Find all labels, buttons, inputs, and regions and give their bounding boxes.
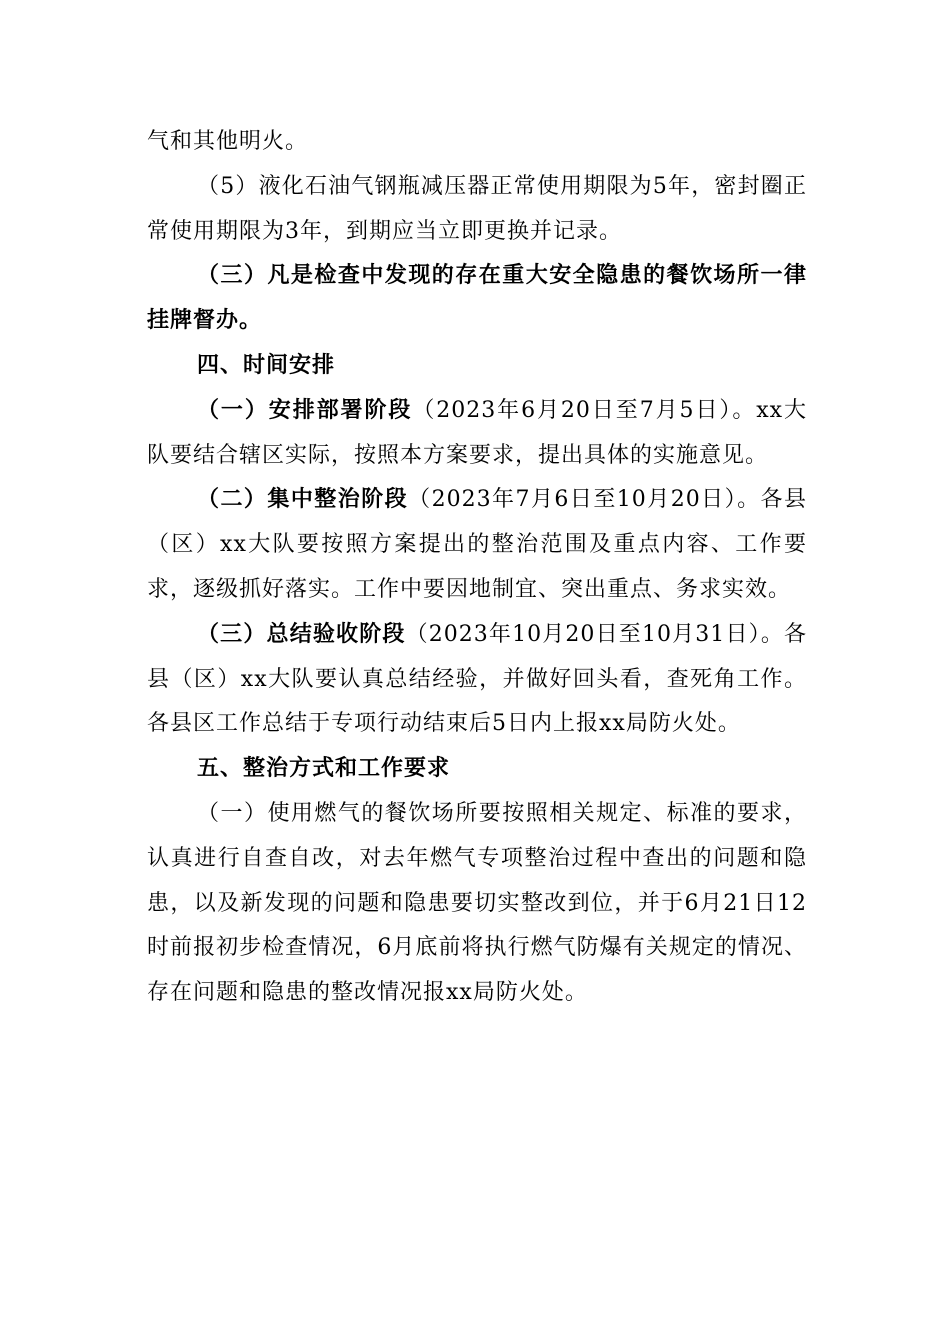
phase-two-title: （二）集中整治阶段 [197, 487, 409, 513]
section-heading-requirements: 五、整治方式和工作要求 [197, 756, 451, 782]
section-heading-schedule: 四、时间安排 [197, 352, 336, 378]
paragraph-phase-two [147, 478, 807, 612]
phase-two-text: （2023年7月6日至10月20日）。各县（区）xx大队要按照方案提出的整治范围及重点内容、工作要求，逐级抓好落实。工作中要因地制宜、突出重点、务求实效。 [147, 487, 807, 602]
phase-three-title: （三）总结验收阶段 [197, 621, 406, 647]
phase-three-text: （2023年10月20日至10月31日）。各县（区）xx大队要认真总结经验，并做好回头看，查死角工作。各县区工作总结于专项行动结束后5日内上报xx局防火处。 [147, 621, 807, 737]
document-body [147, 120, 807, 1016]
paragraph-item-5: （5）液化石油气钢瓶减压器正常使用期限为5年，密封圈正常使用期限为3年，到期应当立即更换并记录。 [147, 173, 807, 244]
paragraph-item-three: （三）凡是检查中发现的存在重大安全隐患的餐饮场所一律挂牌督办。 [147, 263, 807, 334]
paragraph-phase-one [147, 389, 807, 479]
phase-one-text: （2023年6月20日至7月5日）。xx大队要结合辖区实际，按照本方案要求，提出具体的实施意见。 [147, 397, 807, 468]
paragraph-continuation: 气和其他明火。 [147, 129, 309, 154]
paragraph-requirement-one: （一）使用燃气的餐饮场所要按照相关规定、标准的要求，认真进行自查自改，对去年燃气专项整治过程中查出的问题和隐患，以及新发现的问题和隐患要切实整改到位，并于6月21日12时前报初步检查情况，6月底前将执行燃气防爆有关规定的情况、存在问题和隐患的整改情况报xx局防火处。 [147, 800, 807, 1006]
phase-one-title: （一）安排部署阶段 [197, 397, 413, 423]
paragraph-phase-three [147, 613, 807, 747]
